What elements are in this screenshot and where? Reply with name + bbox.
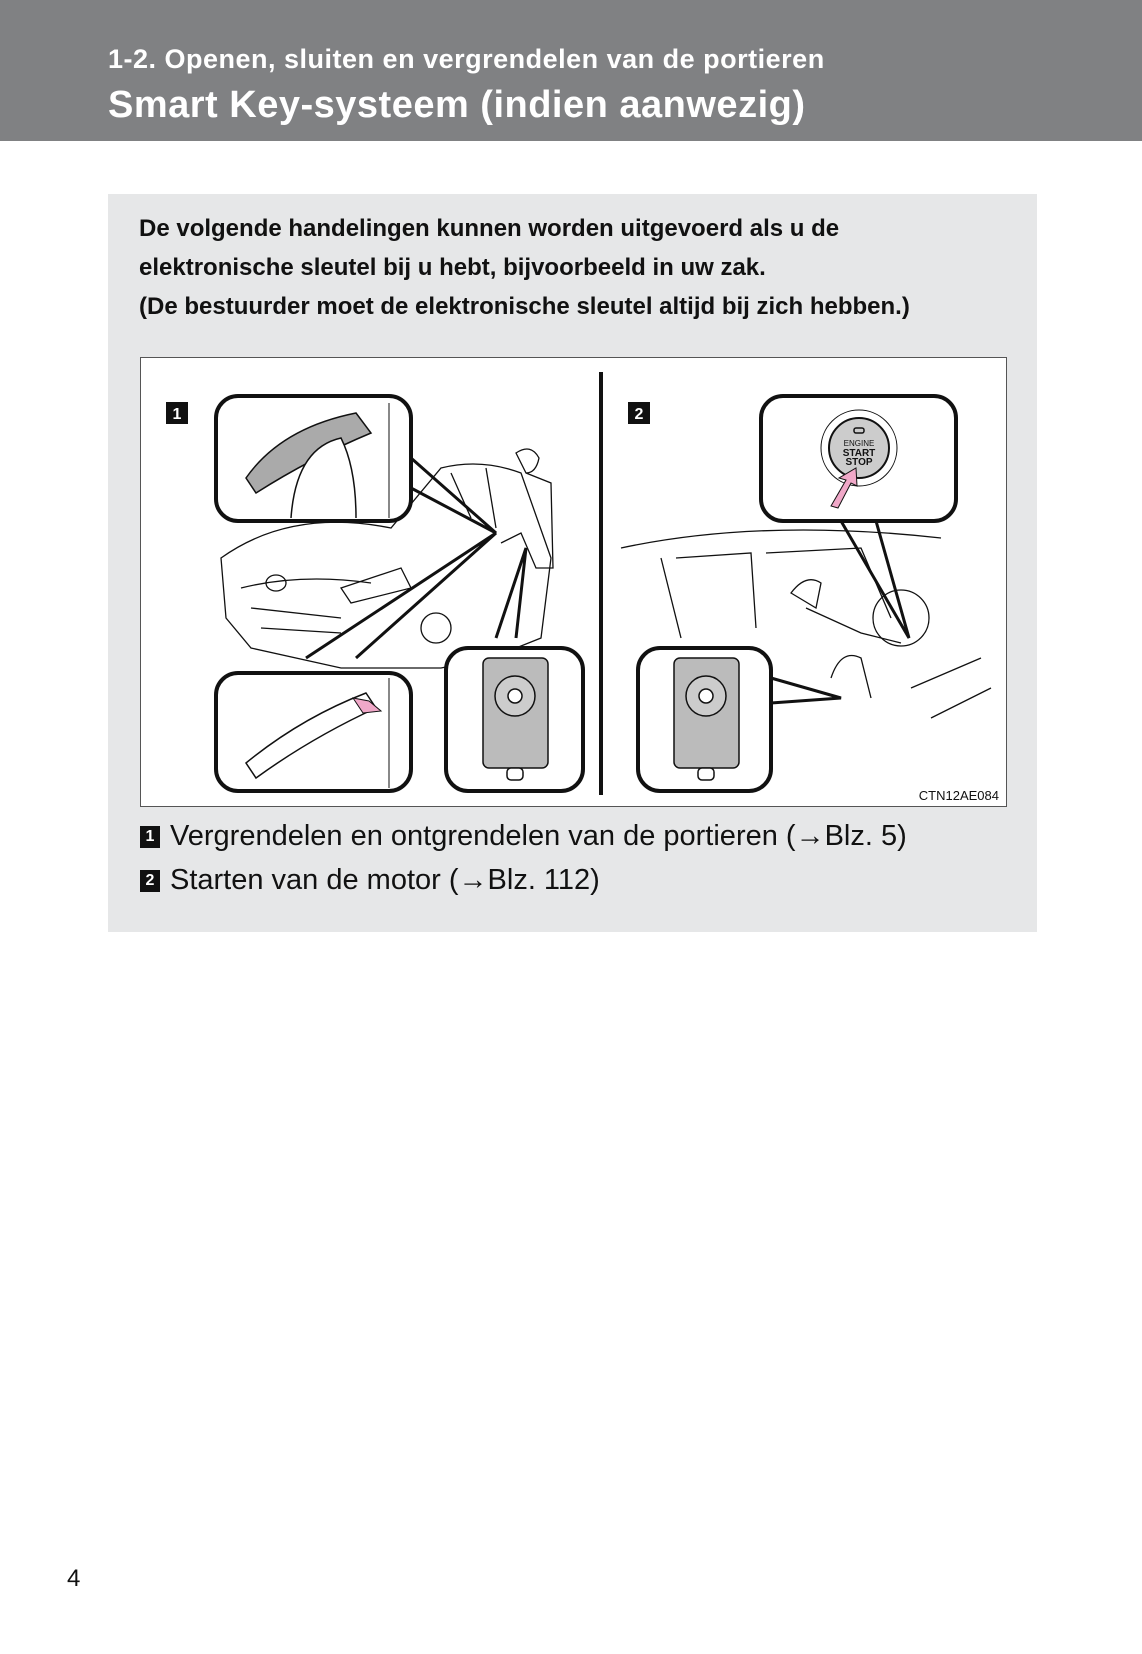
- intro-paragraph: De volgende handelingen kunnen worden uitgevoerd als u de elektronische sleutel bij u hebt, bijvoorbeeld in uw zak.: [139, 215, 840, 281]
- info-panel: [108, 194, 1037, 932]
- caption-item: [140, 820, 907, 853]
- callout-door-lock-sensor: [216, 673, 411, 791]
- page-title: Smart Key-systeem (indien aanwezig): [108, 84, 806, 126]
- svg-text:START: START: [842, 448, 876, 459]
- page-number: 4: [67, 1565, 81, 1592]
- callout-door-handle-grip: [216, 396, 411, 521]
- smart-key-illustration: [140, 357, 1007, 807]
- caption-text: Vergrendelen en ontgrendelen van de portieren (→Blz. 5): [170, 820, 907, 852]
- svg-text:2: 2: [634, 406, 644, 423]
- caption-text: Starten van de motor (→Blz. 112): [170, 864, 600, 896]
- callout-engine-start-button: [761, 396, 956, 521]
- caption-item: [140, 864, 600, 897]
- figure-marker-2: [628, 402, 650, 424]
- svg-text:1: 1: [172, 406, 182, 423]
- caption-number: 1: [140, 826, 160, 848]
- svg-text:STOP: STOP: [845, 457, 873, 468]
- callout-key-fob-2: [638, 648, 771, 791]
- section-title: 1-2. Openen, sluiten en vergrendelen van de portieren: [108, 44, 825, 74]
- intro-note: (De bestuurder moet de elektronische sleutel altijd bij zich hebben.): [139, 293, 910, 320]
- svg-text:ENGINE: ENGINE: [843, 439, 875, 448]
- chapter-header: [0, 0, 1142, 141]
- callout-key-fob-1: [446, 648, 583, 791]
- intro-text: [139, 209, 999, 326]
- figure-code: CTN12AE084: [918, 788, 999, 803]
- caption-number: 2: [140, 870, 160, 892]
- figure-marker-1: [166, 402, 188, 424]
